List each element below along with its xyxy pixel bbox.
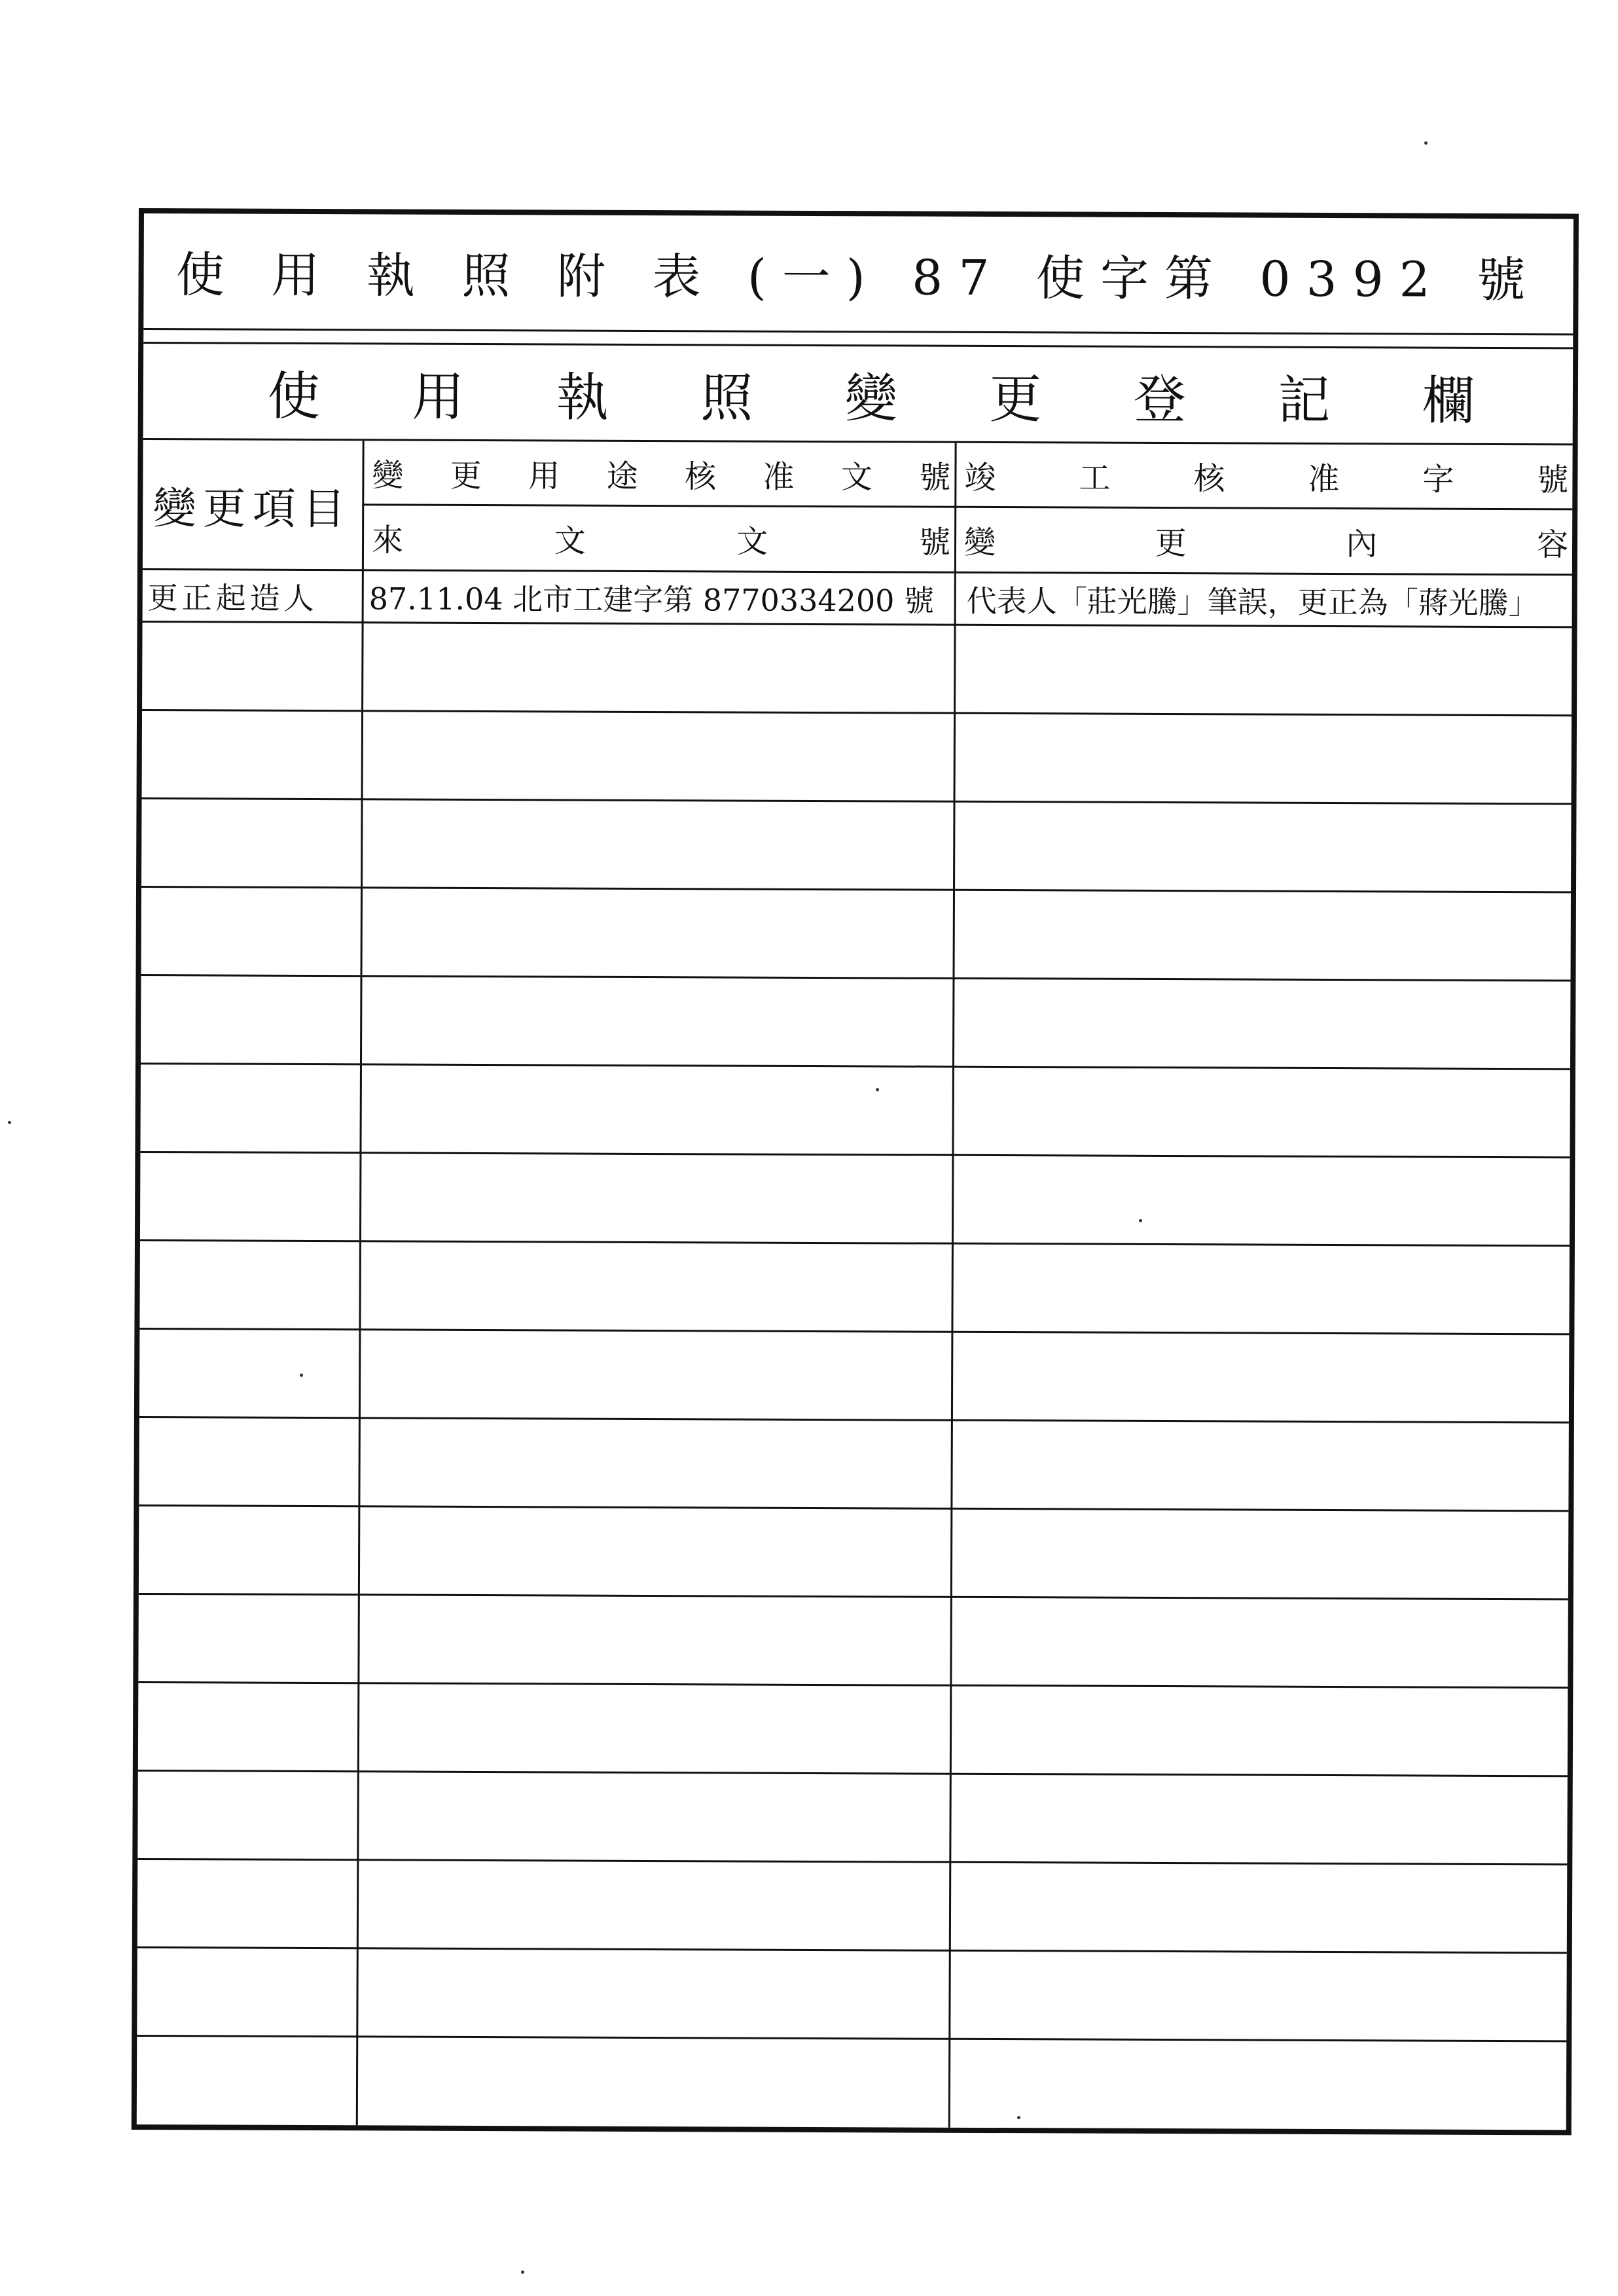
header-char: 核 xyxy=(1193,460,1225,497)
form-title-row xyxy=(143,213,1573,335)
header-completion-number xyxy=(956,443,1572,509)
header-char: 准 xyxy=(763,458,795,496)
scan-speck xyxy=(521,2270,524,2274)
header-char: 內 xyxy=(1346,525,1378,562)
subtitle-char: 使 xyxy=(267,365,321,427)
row-change-item: 更正起造人 xyxy=(147,580,318,617)
header-char: 用 xyxy=(528,457,560,494)
header-char: 竣 xyxy=(964,459,996,496)
header-change-content xyxy=(956,508,1572,574)
subtitle-char: 變 xyxy=(844,367,898,429)
header-char: 文 xyxy=(840,458,873,496)
scan-speck xyxy=(876,1088,879,1091)
header-char: 更 xyxy=(450,457,482,494)
row-rule xyxy=(139,1593,1568,1600)
form-subtitle-row xyxy=(143,342,1573,445)
row-rule xyxy=(139,1504,1568,1512)
row-rule xyxy=(138,1681,1568,1688)
scan-speck xyxy=(300,1374,303,1377)
scan-speck xyxy=(8,1121,11,1124)
subtitle-char: 欄 xyxy=(1422,370,1475,431)
header-char: 號 xyxy=(918,524,951,561)
scan-speck xyxy=(1424,141,1428,145)
header-char: 變 xyxy=(963,524,996,561)
header-char: 文 xyxy=(736,523,768,560)
subtitle-char: 執 xyxy=(556,366,609,428)
row-change-content: 代表人「莊光騰」筆誤，更正為「蔣光騰」 xyxy=(966,583,1539,621)
row-rule xyxy=(141,886,1571,893)
row-rule xyxy=(142,709,1572,716)
subtitle-char: 記 xyxy=(1278,369,1331,431)
header-incoming-doc xyxy=(364,505,954,570)
row-rule xyxy=(142,797,1572,805)
header-char: 文 xyxy=(554,522,586,560)
row-doc-number: 87.11.04 北市工建字第 8770334200 號 xyxy=(369,581,935,619)
header-char: 容 xyxy=(1536,526,1569,563)
row-rule xyxy=(139,1416,1569,1423)
subtitle-char: 登 xyxy=(1133,369,1187,430)
row-rule xyxy=(139,1328,1569,1335)
header-char: 核 xyxy=(685,458,717,495)
form-title: 使 用 執 照 附 表 (一) 87 使字第 0392 號 xyxy=(175,246,1541,308)
column-divider xyxy=(948,443,957,2128)
row-rule xyxy=(141,974,1570,981)
header-change-item: 變更項目 xyxy=(153,483,352,534)
row-rule xyxy=(137,2035,1566,2042)
header-char: 途 xyxy=(606,458,638,495)
row-rule xyxy=(138,1770,1568,1777)
header-char: 准 xyxy=(1308,460,1340,498)
header-char: 來 xyxy=(371,521,404,559)
row-rule xyxy=(140,1239,1570,1247)
header-char: 工 xyxy=(1079,460,1111,497)
header-char: 號 xyxy=(1537,461,1569,498)
header-char: 變 xyxy=(372,456,404,494)
header-approval-number xyxy=(364,441,954,505)
row-rule xyxy=(137,1946,1567,1954)
row-rule xyxy=(141,1063,1570,1070)
subtitle-char: 照 xyxy=(700,367,753,429)
subtitle-char: 更 xyxy=(989,368,1042,429)
header-char: 號 xyxy=(919,459,951,496)
scan-speck xyxy=(1139,1219,1142,1222)
header-char: 更 xyxy=(1155,524,1187,562)
column-divider xyxy=(356,441,365,2125)
subtitle-char: 用 xyxy=(412,366,465,428)
permit-change-form xyxy=(132,208,1579,2135)
row-rule xyxy=(137,1858,1567,1865)
row-rule xyxy=(140,1151,1570,1158)
scan-speck xyxy=(1017,2116,1020,2119)
header-char: 字 xyxy=(1422,461,1454,498)
